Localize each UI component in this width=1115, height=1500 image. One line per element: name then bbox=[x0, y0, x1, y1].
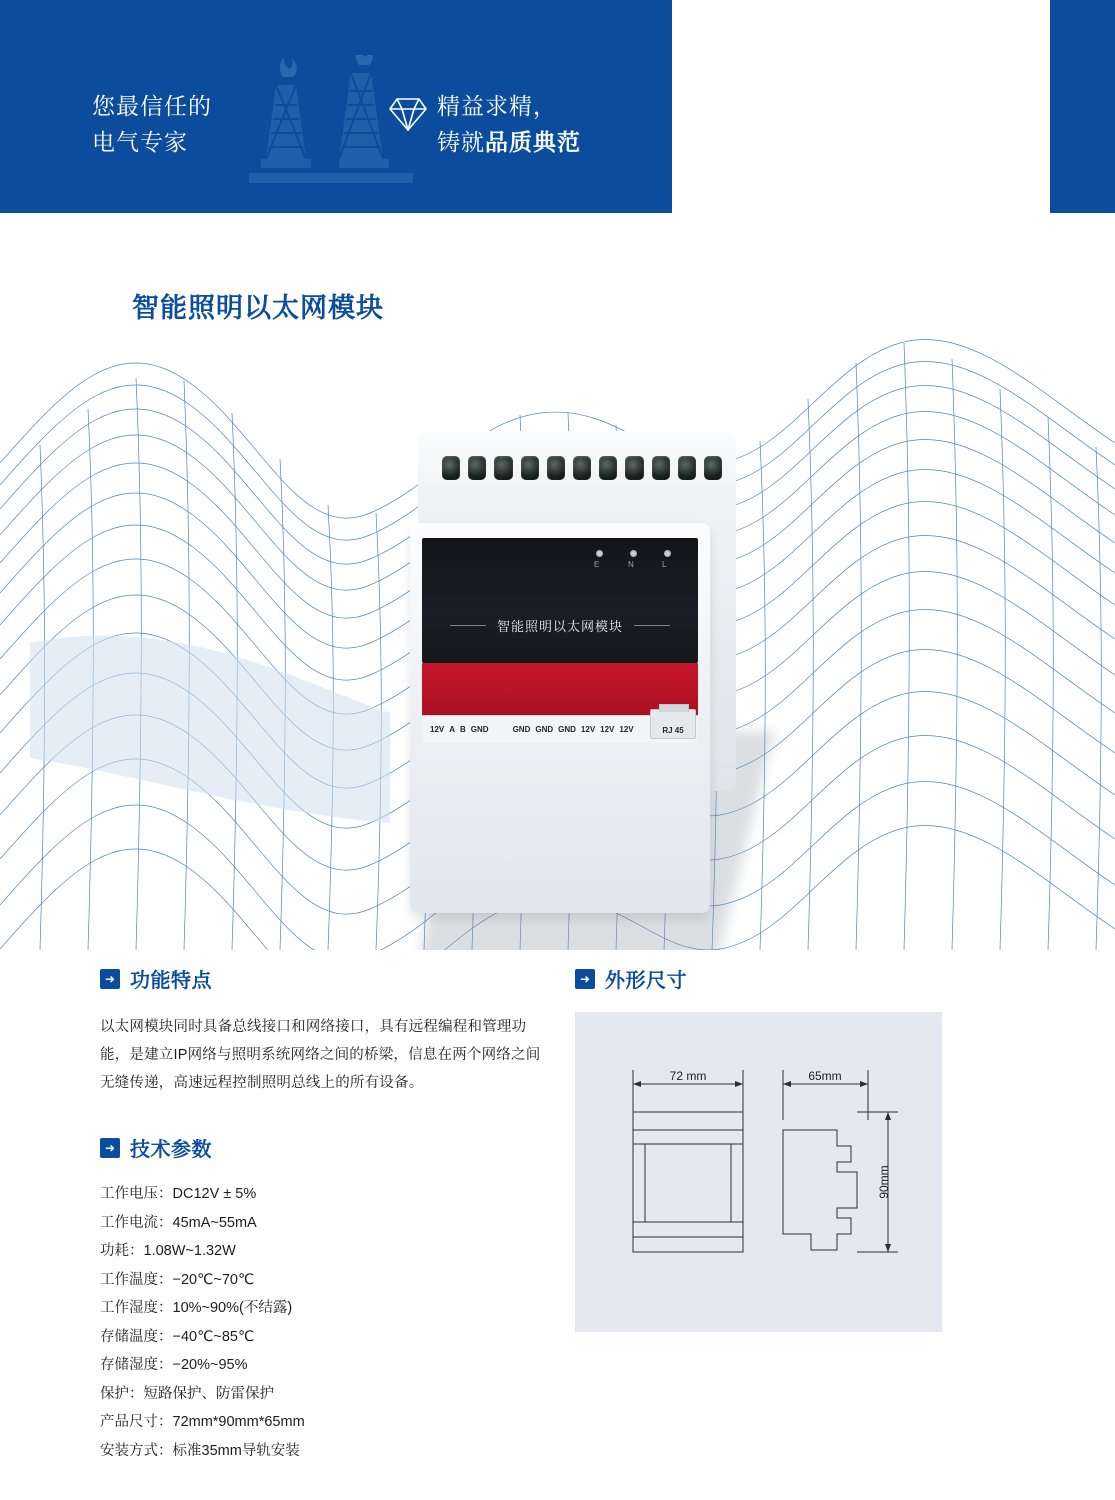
header-slogan-left bbox=[92, 88, 212, 160]
terminal-label: 12V bbox=[619, 725, 634, 734]
specs-heading-label: 技术参数 bbox=[130, 1139, 212, 1161]
page-header bbox=[0, 0, 1115, 213]
page-title: 智能照明以太网模块 bbox=[132, 293, 384, 323]
features-heading bbox=[100, 964, 550, 993]
terminal-hole bbox=[494, 456, 512, 480]
terminal-hole bbox=[678, 456, 696, 480]
terminal-label: GND bbox=[535, 725, 554, 734]
terminal-label: GND bbox=[470, 725, 489, 734]
arrow-right-icon: ➜ bbox=[575, 969, 595, 989]
terminal-hole bbox=[547, 456, 565, 480]
rj45-port bbox=[650, 709, 696, 739]
dimensions-heading-label: 外形尺寸 bbox=[605, 970, 687, 992]
spec-item: 工作电流：45mA~55mA bbox=[100, 1214, 257, 1231]
features-column bbox=[100, 964, 550, 1465]
led-label-l: L bbox=[662, 560, 667, 569]
led-l-icon bbox=[664, 550, 671, 557]
terminal-hole bbox=[573, 456, 591, 480]
arrow-right-icon: ➜ bbox=[100, 1138, 120, 1158]
dimension-height-label: 90mm bbox=[877, 1165, 891, 1199]
dimension-depth-label: 65mm bbox=[808, 1069, 842, 1083]
hero-section bbox=[0, 213, 1115, 950]
terminal-hole-row bbox=[442, 453, 722, 483]
header-slogan-right bbox=[437, 88, 581, 160]
terminal-label: GND bbox=[558, 725, 576, 734]
product-image bbox=[410, 431, 745, 950]
terminal-hole bbox=[704, 456, 722, 480]
dimension-width-label: 72 mm bbox=[669, 1069, 707, 1083]
rj45-label: RJ 45 bbox=[662, 726, 684, 735]
features-heading-label: 功能特点 bbox=[130, 970, 212, 992]
spec-item: 工作电压：DC12V ± 5% bbox=[100, 1186, 257, 1202]
features-body-text: 以太网模块同时具备总线接口和网络接口，具有远程编程和管理功能，是建立IP网络与照明系统网络之间的桥梁，信息在两个网络之间无缝传递，高速远程控制照明总线上的所有设备。 bbox=[100, 1019, 541, 1091]
slogan-left-line-2: 电气专家 bbox=[92, 129, 188, 155]
diamond-icon bbox=[388, 96, 428, 132]
specs-list bbox=[100, 1180, 550, 1465]
terminal-hole bbox=[599, 456, 617, 480]
arrow-right-icon: ➜ bbox=[100, 969, 120, 989]
terminal-hole bbox=[521, 456, 539, 480]
led-indicator-group bbox=[590, 546, 682, 582]
led-label-e: E bbox=[594, 560, 600, 569]
spec-item: 存储温度：−40℃~85℃ bbox=[100, 1328, 255, 1345]
product-panel-title: 智能照明以太网模块 bbox=[422, 616, 698, 635]
dimensions-heading bbox=[575, 964, 1015, 993]
specs-heading bbox=[100, 1133, 550, 1162]
slogan-right-line-1: 精益求精， bbox=[437, 93, 557, 119]
spec-item: 存储湿度：−20%~95% bbox=[100, 1357, 248, 1373]
dimension-drawing bbox=[575, 1012, 942, 1332]
dimensions-column bbox=[575, 964, 1015, 1199]
terminal-hole bbox=[468, 456, 486, 480]
terminal-label: B bbox=[460, 725, 466, 734]
terminal-hole bbox=[442, 456, 460, 480]
spec-item: 工作湿度：10%~90%(不结露) bbox=[100, 1300, 293, 1316]
terminal-label: 12V bbox=[580, 725, 596, 734]
lower-content bbox=[0, 950, 1115, 1500]
spec-item: 保护：短路保护、防雷保护 bbox=[100, 1385, 274, 1402]
terminal-hole bbox=[625, 456, 643, 480]
spec-item: 工作温度：−20℃~70℃ bbox=[100, 1271, 255, 1288]
dimension-drawing-panel bbox=[575, 1012, 942, 1332]
terminal-hole bbox=[652, 456, 670, 480]
spec-item: 产品尺寸：72mm*90mm*65mm bbox=[100, 1414, 305, 1430]
product-red-band bbox=[422, 663, 698, 715]
product-top-face bbox=[418, 431, 736, 501]
terminal-label: A bbox=[449, 725, 456, 734]
terminal-label: GND bbox=[512, 725, 531, 734]
spec-item: 功耗：1.08W~1.32W bbox=[100, 1243, 236, 1259]
slogan-right-line-2 bbox=[437, 124, 581, 160]
terminal-label: 12V bbox=[600, 725, 615, 734]
header-blue-accent-right bbox=[1050, 0, 1115, 213]
led-n-icon bbox=[630, 550, 637, 557]
led-e-icon bbox=[596, 550, 603, 557]
slogan-right-prefix: 铸就 bbox=[437, 129, 485, 155]
led-label-n: N bbox=[628, 560, 634, 569]
product-front-face bbox=[410, 523, 710, 913]
terminal-label: 12V bbox=[430, 725, 445, 734]
slogan-left-line-1: 您最信任的 bbox=[92, 93, 212, 119]
rj45-latch bbox=[659, 704, 689, 712]
product-display-panel bbox=[422, 538, 698, 663]
spec-item: 安装方式：标准35mm导轨安装 bbox=[100, 1442, 300, 1459]
slogan-right-bold: 品质典范 bbox=[485, 129, 581, 155]
